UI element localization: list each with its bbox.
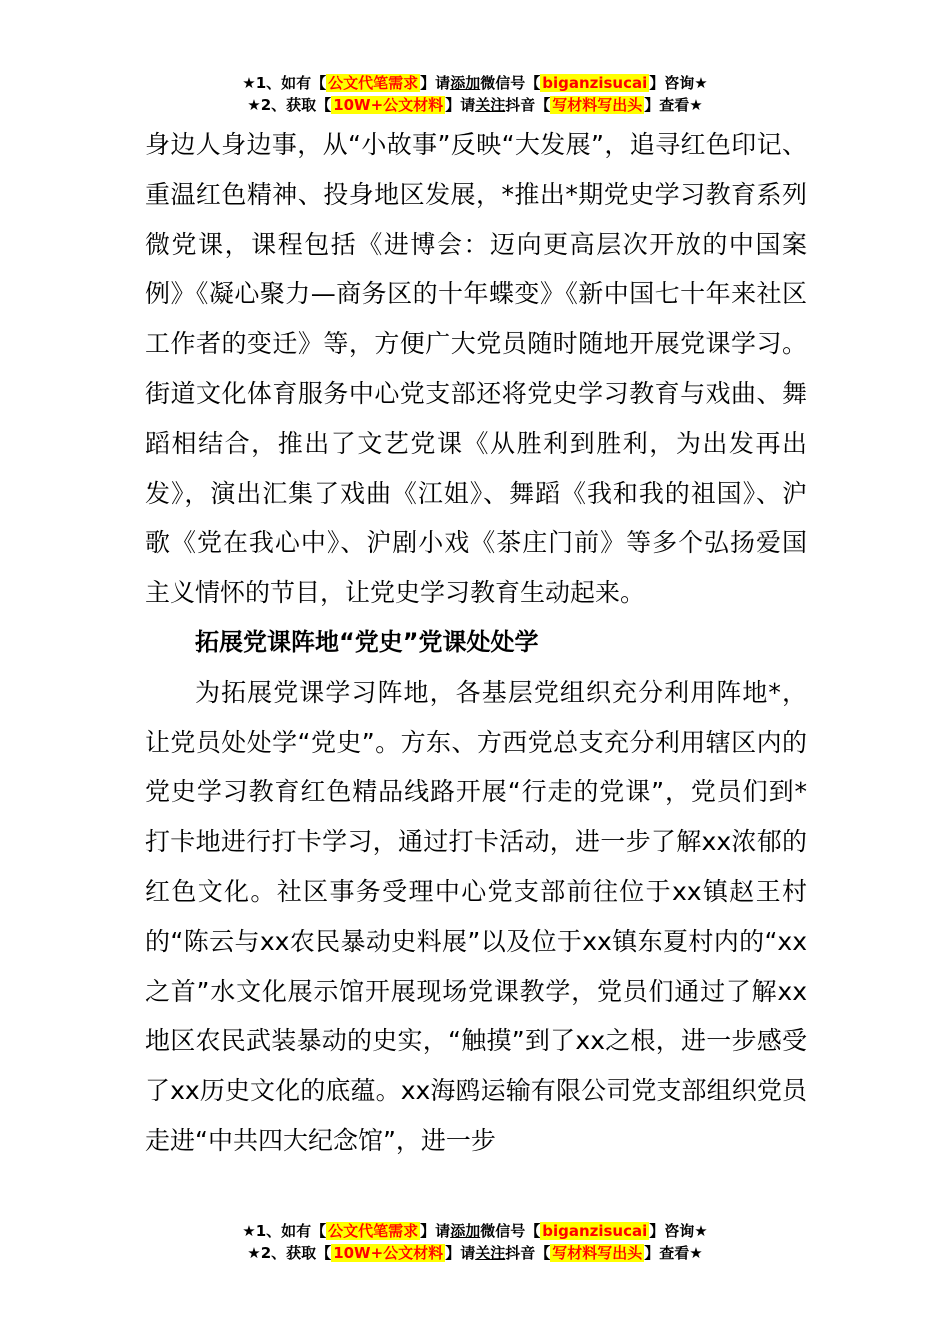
banner-text: 抖音【 bbox=[505, 1244, 551, 1262]
banner-text: 】查看★ bbox=[644, 96, 703, 114]
banner-text: 】请 bbox=[420, 1222, 451, 1240]
paragraph-2: 为拓展党课学习阵地，各基层党组织充分利用阵地*，让党员处处学“党史”。方东、方西党总支充分利用辖区内的党史学习教育红色精品线路开展“行走的党课”，党员们到*打卡地进行打卡学习，通过打卡活动，进一步了解xx浓郁的红色文化。社区事务受理中心党支部前往位于xx镇赵王村的“陈云与xx农民暴动史料展”以及位于xx镇东夏村内的“xx之首”水文化展示馆开展现场党课教学，党员们通过了解xx地区农民武装暴动的史实，“触摸”到了xx之根，进一步感受了xx历史文化的底蕴。xx海鸥运输有限公司党支部组织党员走进“中共四大纪念馆”，进一步 bbox=[145, 677, 807, 1155]
banner-text: ★2、获取【 bbox=[247, 96, 332, 114]
banner-wechat-id: biganzisucai bbox=[542, 74, 648, 92]
paragraph-1: 身边人身边事，从“小故事”反映“大发展”，追寻红色印记、重温红色精神、投身地区发展，*推出*期党史学习教育系列微党课，课程包括《进博会：迈向更高层次开放的中国案例》《凝心聚力—商务区的十年蝶变》《新中国七十年来社区工作者的变迁》等，方便广大党员随时随地开展党课学习。街道文化体育服务中心党支部还将党史学习教育与戏曲、舞蹈相结合，推出了文艺党课《从胜利到胜利，为出发再出发》，演出汇集了戏曲《江姐》、舞蹈《我和我的祖国》、沪歌《党在我心中》、沪剧小戏《茶庄门前》等多个弘扬爱国主义情怀的节目，让党史学习教育生动起来。 bbox=[145, 130, 807, 608]
banner-douyin-id: 写材料写出头 bbox=[552, 96, 643, 114]
banner-line-1 bbox=[0, 1220, 950, 1242]
header-banner bbox=[0, 72, 950, 116]
footer-banner bbox=[0, 1220, 950, 1264]
banner-highlight: 公文代笔需求 bbox=[328, 1222, 419, 1240]
banner-text: 微信号【 bbox=[480, 74, 541, 92]
section-heading: 拓展党课阵地“党史”党课处处学 bbox=[195, 627, 539, 656]
banner-wechat-id: biganzisucai bbox=[542, 1222, 648, 1240]
document-body bbox=[145, 120, 807, 1166]
banner-text: ★1、如有【 bbox=[242, 74, 327, 92]
banner-underline: 添加 bbox=[450, 1222, 481, 1240]
banner-text: 】咨询★ bbox=[649, 74, 708, 92]
banner-douyin-id: 写材料写出头 bbox=[552, 1244, 643, 1262]
banner-text: 】请 bbox=[445, 1244, 476, 1262]
banner-text: ★1、如有【 bbox=[242, 1222, 327, 1240]
banner-line-1 bbox=[0, 72, 950, 94]
banner-highlight: 公文代笔需求 bbox=[328, 74, 419, 92]
banner-text: 】请 bbox=[445, 96, 476, 114]
banner-underline: 关注 bbox=[475, 96, 506, 114]
banner-line-2 bbox=[0, 1242, 950, 1264]
banner-underline: 关注 bbox=[475, 1244, 506, 1262]
banner-underline: 添加 bbox=[450, 74, 481, 92]
banner-highlight: 10W+公文材料 bbox=[333, 96, 444, 114]
banner-text: 微信号【 bbox=[480, 1222, 541, 1240]
banner-line-2 bbox=[0, 94, 950, 116]
banner-text: 】请 bbox=[420, 74, 451, 92]
banner-highlight: 10W+公文材料 bbox=[333, 1244, 444, 1262]
banner-text: 抖音【 bbox=[505, 96, 551, 114]
banner-text: 】咨询★ bbox=[649, 1222, 708, 1240]
banner-text: 】查看★ bbox=[644, 1244, 703, 1262]
banner-text: ★2、获取【 bbox=[247, 1244, 332, 1262]
